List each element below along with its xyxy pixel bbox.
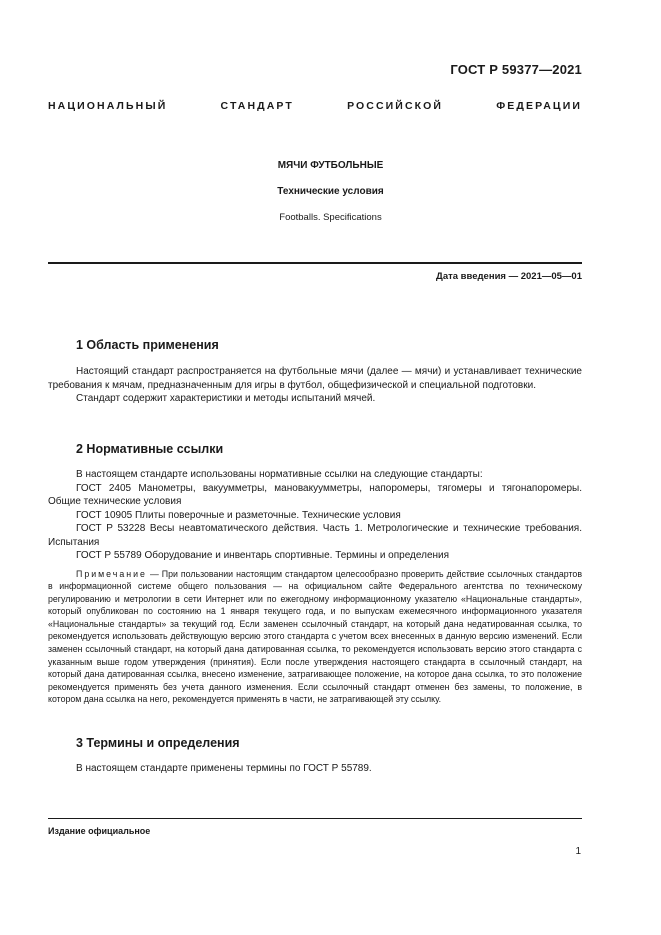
edition-label: Издание официальное — [48, 826, 151, 836]
document-title: МЯЧИ ФУТБОЛЬНЫЕ — [277, 160, 384, 171]
note — [48, 568, 582, 707]
section-references — [48, 442, 582, 706]
paragraph: Стандарт содержит характеристики и методы испытаний мячей. — [76, 393, 376, 404]
note-text: — При пользовании настоящим стандартом целесообразно проверить действие ссылочных стандартов в информационной системе общего пользования — на официальном сайте Федерального агентства по техническому регулированию и метрологии в сети Интернет или по ежегодному информационному указателю «Национальные стандарты», который опубликован по состоянию на 1 января текущего года, и по выпускам ежемесячного информационного указателя «Национальные стандарты» за текущий год. Если заменен ссылочный стандарт, на который дана недатированная ссылка, то рекомендуется использовать действующую версию этого стандарта с учетом всех внесенных в данную версию изменений. Если заменен ссылочный стандарт, на который дана датированная ссылка, то рекомендуется использовать версию этого стандарта с указанным выше годом утверждения (принятия). Если после утверждения настоящего стандарта в ссылочный стандарт, на который дана датированная ссылка, внесено изменение, затрагивающее положение, на которое дана ссылка, то это положение рекомендуется применять без учета данного изменения. Если ссылочный стандарт отменен без замены, то положение, в котором дана ссылка на него, рекомендуется применять в части, не затрагивающей эту ссылку. — [48, 568, 582, 705]
section-heading: 3 Термины и определения — [76, 736, 240, 750]
reference-item: ГОСТ 10905 Плиты поверочные и разметочные. Технические условия — [76, 509, 401, 521]
note-label: Примечание — [76, 568, 147, 579]
english-title: Footballs. Specifications — [279, 212, 382, 223]
page-number: 1 — [575, 846, 581, 857]
section-heading: 2 Нормативные ссылки — [76, 442, 224, 456]
footer-divider — [48, 818, 582, 819]
section-terms — [48, 736, 582, 776]
paragraph: Настоящий стандарт распространяется на футбольные мячи (далее — мячи) и устанавливает технические требования к мячам, предназначенным для игры в футбол, общефизической и специальной подготовки. — [48, 366, 582, 391]
document-subtitle: Технические условия — [277, 186, 384, 197]
standard-code: ГОСТ Р 59377—2021 — [450, 62, 582, 77]
reference-item: ГОСТ Р 53228 Весы неавтоматического действия. Часть 1. Метрологические и технические требования. Испытания — [48, 523, 582, 548]
reference-item: ГОСТ Р 55789 Оборудование и инвентарь спортивные. Термины и определения — [76, 550, 450, 561]
paragraph: В настоящем стандарте использованы нормативные ссылки на следующие стандарты: — [76, 469, 483, 480]
section-scope — [48, 338, 582, 406]
section-heading: 1 Область применения — [76, 338, 219, 352]
reference-item: ГОСТ 2405 Манометры, вакуумметры, мановакуумметры, напоромеры, тягомеры и тягонапоромеры. Общие технические условия — [48, 482, 582, 507]
introduction-date: Дата введения — 2021—05—01 — [436, 271, 582, 282]
standard-type-title: НАЦИОНАЛЬНЫЙ СТАНДАРТ РОССИЙСКОЙ ФЕДЕРАЦИИ — [48, 100, 582, 112]
title-divider — [48, 262, 582, 264]
paragraph: В настоящем стандарте применены термины по ГОСТ Р 55789. — [76, 763, 372, 774]
